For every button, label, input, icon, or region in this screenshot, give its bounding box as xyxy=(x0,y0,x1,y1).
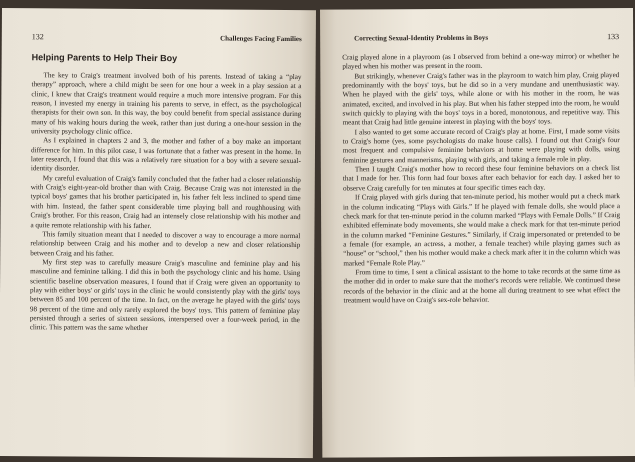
left-page xyxy=(0,8,316,458)
right-page xyxy=(320,8,635,458)
right-page-body xyxy=(342,52,620,306)
paragraph: This family situation meant that I needed to discover a way to encourage a more normal relationship between Craig and his mother and to develop a new and closer relationship between Craig and his father. xyxy=(30,230,301,258)
paragraph: My first step was to carefully measure Craig's masculine and feminine play and his masculine and feminine talking. I did this in both the psychology clinic and his home. Using scientific baseline observation measures, I found that if Craig were given an opportunity to play with either boys' or girls' toys in the clinic he would consistently play with the girls' toys between 85 and 100 percent of the time. In fact, on the average he played with the girls' toys 98 percent of the time and only rarely explored the boys' toys. This pattern of feminine play persisted through a series of sixteen sessions, interspersed over a four-week period, in the clinic. This pattern was the same whether xyxy=(29,258,301,333)
paragraph: My careful evaluation of Craig's family concluded that the father had a closer relationship with Craig's eight-year-old brother than with Craig. Because Craig was not interested in the typical boys' games that his brother participated in, his father felt less inclined to spend time with him. Instead, the father spent considerable time playing ball and roughhousing with Craig's brother. For this reason, Craig had an intensely close relationship with his mother and a quite remote relationship with his father. xyxy=(30,174,301,230)
paragraph: I also wanted to get some accurate record of Craig's play at home. First, I made some visits to Craig's home (yes, some psychologists do make house calls). I found out that Craig's four most frequent and compulsive feminine behaviors at home were playing with dolls, using feminine gestures and mannerisms, playing with girls, and taking a female role in play. xyxy=(342,126,620,165)
section-heading: Helping Parents to Help Their Boy xyxy=(31,52,178,64)
left-page-body xyxy=(30,71,302,335)
right-running-title: Correcting Sexual-Identity Problems in Boys xyxy=(354,33,489,43)
left-page-header xyxy=(32,32,302,46)
left-page-number: 132 xyxy=(31,32,44,42)
right-page-header xyxy=(342,32,619,45)
paragraph: As I explained in chapters 2 and 3, the mother and father of a boy make an important difference for him. In this pilot case, I was fortunate that a father was present in the home. In later research, I found that this was a relatively rare situation for a boy with a severe sexual-identity disorder. xyxy=(30,136,302,173)
paragraph: But strikingly, whenever Craig's father was in the playroom to watch him play, Craig played predominantly with the boys' toys, but he did so in a very mundane and unenthusiastic way. When he played with the girls' toys, while alone or with his mother in the room, he was animated, excited, and involved in his play. But when his father stepped into the room, he would switch quickly to playing with the boys' toys in a bored, monotonous, and repetitive way. This meant that Craig had little genuine interest in playing with the boys' toys. xyxy=(342,70,620,127)
paragraph: If Craig played with girls during that ten-minute period, his mother would put a check mark in the column indicating “Plays with Girls.” If he played with female dolls, she would place a check mark for that ten-minute period in the column marked “Plays with Female Dolls.” If Craig exhibited effeminate body movements, she would make a check mark for that ten-minute period in the column marked “Feminine Gestures.” Similarly, if Craig impersonated or pretended to be a female (for example, an actress, a mother, a female teacher) while playing games such as “house” or “school,” then his mother would make a check mark after it in the column which was marked “Female Role Play.” xyxy=(343,192,621,268)
right-page-number: 133 xyxy=(607,32,620,42)
paragraph: From time to time, I sent a clinical assistant to the home to take records at the same time as the mother did in order to make sure that the mother's records were reliable. We continued these records of the behavior in the clinic and at the home all during treatment to see what effect the treatment would have on Craig's sex-role behavior. xyxy=(343,266,621,305)
left-running-title: Challenges Facing Families xyxy=(220,34,302,44)
paragraph: The key to Craig's treatment involved both of his parents. Instead of taking a “play therapy” approach, where a child might be seen for one hour a week in a play session at a clinic, I knew that Craig's treatment would require a much more intensive program. For this reason, I invested my energy in training his parents to serve, in effect, as the psychological therapists for their own son. In this way, the boy could benefit from special assistance during many of his waking hours during the week, rather than just during a one-hour session in the university psychology clinic office. xyxy=(31,71,302,136)
paragraph: Then I taught Craig's mother how to record these four feminine behaviors on a check list that I made for her. This form had four boxes after each behavior for each day. I asked her to observe Craig carefully for ten minutes at four specific times each day. xyxy=(342,164,620,193)
paragraph-continued: Craig played alone in a playroom (as I observed from behind a one-way mirror) or whether he played when his mother was present in the room. xyxy=(342,52,620,71)
